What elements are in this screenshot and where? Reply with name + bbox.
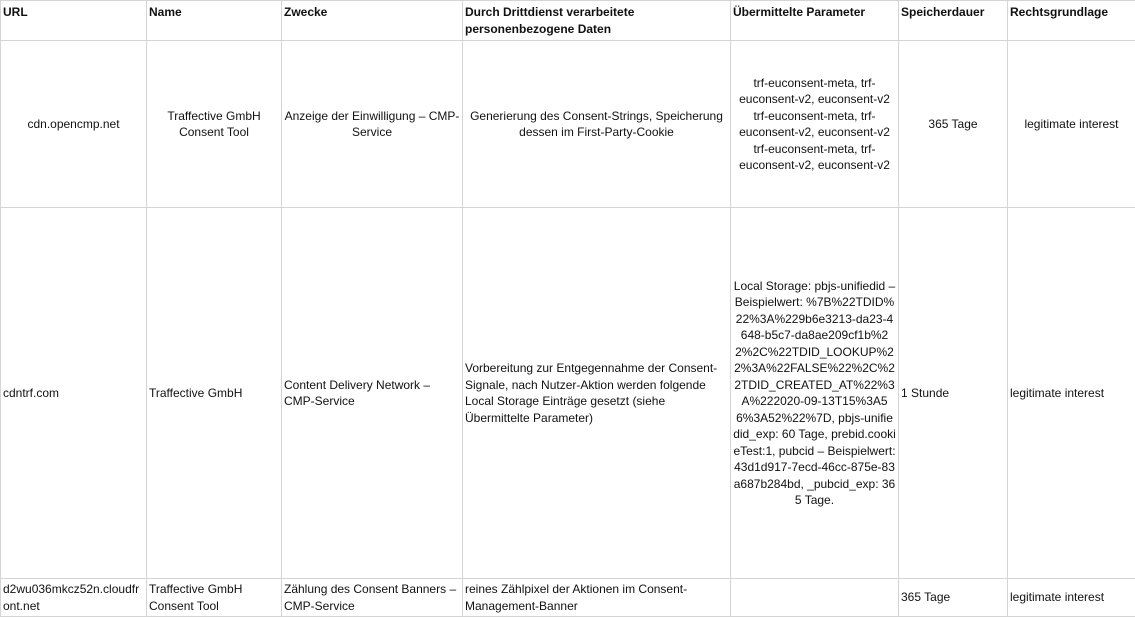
cell-processed-data: Generierung des Consent-Strings, Speicherung dessen im First-Party-Cookie — [463, 41, 731, 208]
cell-legal-basis: legitimate interest — [1008, 208, 1135, 579]
cell-url: cdntrf.com — [1, 208, 147, 579]
cell-parameters — [731, 579, 899, 617]
table-row — [1, 579, 1135, 617]
cell-purpose: Zählung des Consent Banners – CMP-Service — [282, 579, 463, 617]
cell-name: Traffective GmbH Consent Tool — [147, 579, 282, 617]
cell-url: cdn.opencmp.net — [1, 41, 147, 208]
cell-purpose: Content Delivery Network – CMP-Service — [282, 208, 463, 579]
parameter-entry: trf-euconsent-meta, trf-euconsent-v2, euconsent-v2 — [733, 108, 896, 141]
header-parameters: Übermittelte Parameter — [731, 1, 899, 41]
header-name: Name — [147, 1, 282, 41]
cell-duration: 365 Tage — [899, 579, 1008, 617]
cell-name: Traffective GmbH — [147, 208, 282, 579]
table-header-row — [1, 1, 1135, 41]
parameter-entry: trf-euconsent-meta, trf-euconsent-v2, euconsent-v2 — [733, 75, 896, 108]
header-processed-data: Durch Drittdienst verarbeitete personenbezogene Daten — [463, 1, 731, 41]
cell-purpose: Anzeige der Einwilligung – CMP-Service — [282, 41, 463, 208]
parameter-entry: Local Storage: pbjs-unifiedid – Beispielwert: %7B%22TDID%22%3A%229b6e3213-da23-4648-b5c7-da8ae209cf1b%22%2C%22TDID_LOOKUP%22%3A%22FALSE%22%2C%22TDID_CREATED_AT%22%3A%222020-09-13T15%3A56%3A52%22%7D, pbjs-unifiedid_exp: 60 Tage, prebid.cookieTest:1, pubcid – Beispielwert:43d1d917-7ecd-46cc-875e-83a687b284bd, _pubcid_exp: 365 Tage. — [733, 278, 896, 509]
header-url: URL — [1, 1, 147, 41]
cell-legal-basis: legitimate interest — [1008, 579, 1135, 617]
cell-parameters — [731, 41, 899, 208]
table-row — [1, 41, 1135, 208]
cell-name: Traffective GmbH Consent Tool — [147, 41, 282, 208]
parameter-entry: trf-euconsent-meta, trf-euconsent-v2, euconsent-v2 — [733, 141, 896, 174]
table-row — [1, 208, 1135, 579]
header-duration: Speicherdauer — [899, 1, 1008, 41]
cell-parameters — [731, 208, 899, 579]
header-legal-basis: Rechtsgrundlage — [1008, 1, 1135, 41]
cell-processed-data: reines Zählpixel der Aktionen im Consent-Management-Banner — [463, 579, 731, 617]
cell-url: d2wu036mkcz52n.cloudfront.net — [1, 579, 147, 617]
cell-duration: 365 Tage — [899, 41, 1008, 208]
cell-processed-data: Vorbereitung zur Entgegennahme der Consent-Signale, nach Nutzer-Aktion werden folgende Local Storage Einträge gesetzt (siehe Übermittelte Parameter) — [463, 208, 731, 579]
header-purpose: Zwecke — [282, 1, 463, 41]
cell-legal-basis: legitimate interest — [1008, 41, 1135, 208]
cell-duration: 1 Stunde — [899, 208, 1008, 579]
